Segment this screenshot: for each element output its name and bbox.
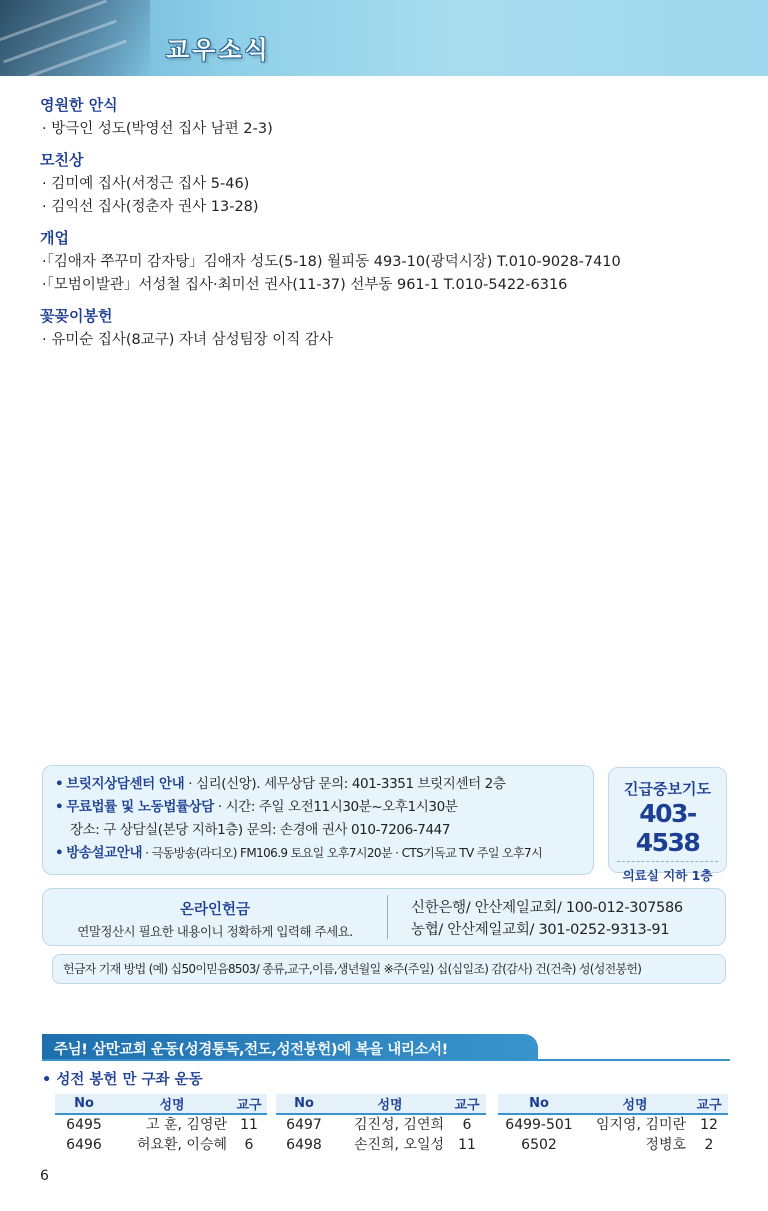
table-header-name: 성명 [580,1094,690,1114]
list-item: · 김미예 집사(서정근 집사 5-46) [42,176,250,192]
cell-name: 손진희, 오일성 [353,1137,444,1153]
list-item: ·「모범이발관」서성철 집사·최미선 권사(11-37) 선부동 961-1 T.010-5422-6316 [42,277,568,293]
online-offering-title: 온라인헌금 [179,902,251,918]
bank-accounts [411,897,683,941]
info-label: 무료법률 및 노동법률상담 [66,799,214,815]
table-header-no: No [498,1094,580,1114]
online-offering-note: 연말정산시 필요한 내용이니 정확하게 입력해 주세요. [77,924,353,939]
info-line-bridge [55,773,581,796]
section-title-temple-offering: • 성전 봉헌 만 구좌 운동 [42,1072,203,1088]
urgent-title: 긴급중보기도 [624,780,711,798]
bullet-icon: • [55,799,64,815]
bullet-icon: • [55,776,64,792]
urgent-phone: 403-4538 [635,799,700,857]
table-row [276,1135,486,1155]
section-title-opening: 개업 [40,229,69,247]
table-row [55,1135,267,1155]
counseling-info-box [42,765,594,875]
info-text: · 시간: 주일 오전11시30분~오후1시30분 [213,799,458,815]
campaign-text: 주님! 삼만교회 운동(성경통독,전도,성전봉헌)에 복을 내리소서! [54,1042,448,1058]
urgent-prayer-box [608,767,727,883]
cell-name: 정병호 [645,1137,686,1153]
cell-group: 11 [458,1137,476,1153]
table-header-name: 성명 [332,1094,448,1114]
cell-name: 허요환, 이승혜 [136,1137,227,1153]
cell-group: 11 [240,1117,258,1133]
info-line-location: 장소: 구 상담실(본당 지하1층) 문의: 손경애 권사 010-7206-7447 [70,822,451,838]
cell-no: 6498 [286,1137,322,1153]
divider [42,1059,730,1061]
info-line-broadcast [55,842,581,865]
cell-no: 6502 [521,1137,557,1153]
divider [387,895,388,939]
cell-group: 6 [462,1117,472,1133]
divider [617,861,718,862]
donor-note-box: 헌금자 기재 방법 (예) 십50이믿음8503/ 종류,교구,이름,생년월일 ※주(주일) 십(십일조) 감(감사) 건(건축) 성(성전봉헌) [52,954,726,984]
info-text: · 심리(신앙). 세무상담 문의: 401-3351 브릿지센터 2층 [184,776,506,792]
bullet-icon: • [55,845,64,861]
info-text: · 극동방송(라디오) FM106.9 토요일 오후7시20분 · CTS기독교 TV 주일 오후7시 [142,846,543,860]
bank-account-shinhan: 신한은행/ 안산제일교회/ 100-012-307586 [411,900,683,916]
page-number: 6 [40,1168,49,1184]
cell-no: 6497 [286,1117,322,1133]
cell-no: 6499-501 [505,1117,573,1133]
cell-name: 임지영, 김미란 [595,1117,686,1133]
table-row [498,1135,728,1155]
section-title-rest: 영원한 안식 [40,96,118,114]
campaign-banner [42,1034,538,1060]
page-title: 교우소식 [166,36,271,64]
header-banner [0,0,768,76]
online-offering-left [43,889,387,945]
section-title-mother-death: 모친상 [40,151,84,169]
cell-no: 6496 [66,1137,102,1153]
online-offering-box [42,888,726,946]
bank-account-nonghyup: 농협/ 안산제일교회/ 301-0252-9313-91 [411,922,670,938]
table-row [498,1114,728,1135]
table-header-no: No [55,1094,113,1114]
offering-table-2 [276,1094,486,1155]
table-row [55,1114,267,1135]
table-header-name: 성명 [113,1094,231,1114]
cell-name: 김진성, 김연희 [353,1117,444,1133]
list-item: · 방극인 성도(박영선 집사 남편 2-3) [42,121,273,137]
info-label: 브릿지상담센터 안내 [66,776,185,792]
cell-group: 12 [700,1117,718,1133]
list-item: ·「김애자 쭈꾸미 감자탕」김애자 성도(5-18) 월피동 493-10(광덕시장) T.010-9028-7410 [42,254,621,270]
urgent-location: 의료실 지하 1층 [622,868,713,883]
cell-group: 2 [704,1137,714,1153]
info-line-legal [55,796,581,819]
table-header-group: 교구 [231,1094,267,1114]
news-section [40,94,740,352]
info-label: 방송설교안내 [66,845,143,861]
offering-table-1 [55,1094,267,1155]
header-photo [0,0,150,76]
table-row [276,1114,486,1135]
list-item: · 유미순 집사(8교구) 자녀 삼성팀장 이직 감사 [42,332,333,348]
section-title-flowers: 꽃꽂이봉헌 [40,307,113,325]
offering-table-3 [498,1094,728,1155]
table-header-group: 교구 [448,1094,486,1114]
cell-no: 6495 [66,1117,102,1133]
list-item: · 김익선 집사(정춘자 권사 13-28) [42,199,259,215]
table-header-no: No [276,1094,332,1114]
cell-name: 고 훈, 김영란 [146,1117,227,1133]
table-header-group: 교구 [690,1094,728,1114]
cell-group: 6 [244,1137,254,1153]
